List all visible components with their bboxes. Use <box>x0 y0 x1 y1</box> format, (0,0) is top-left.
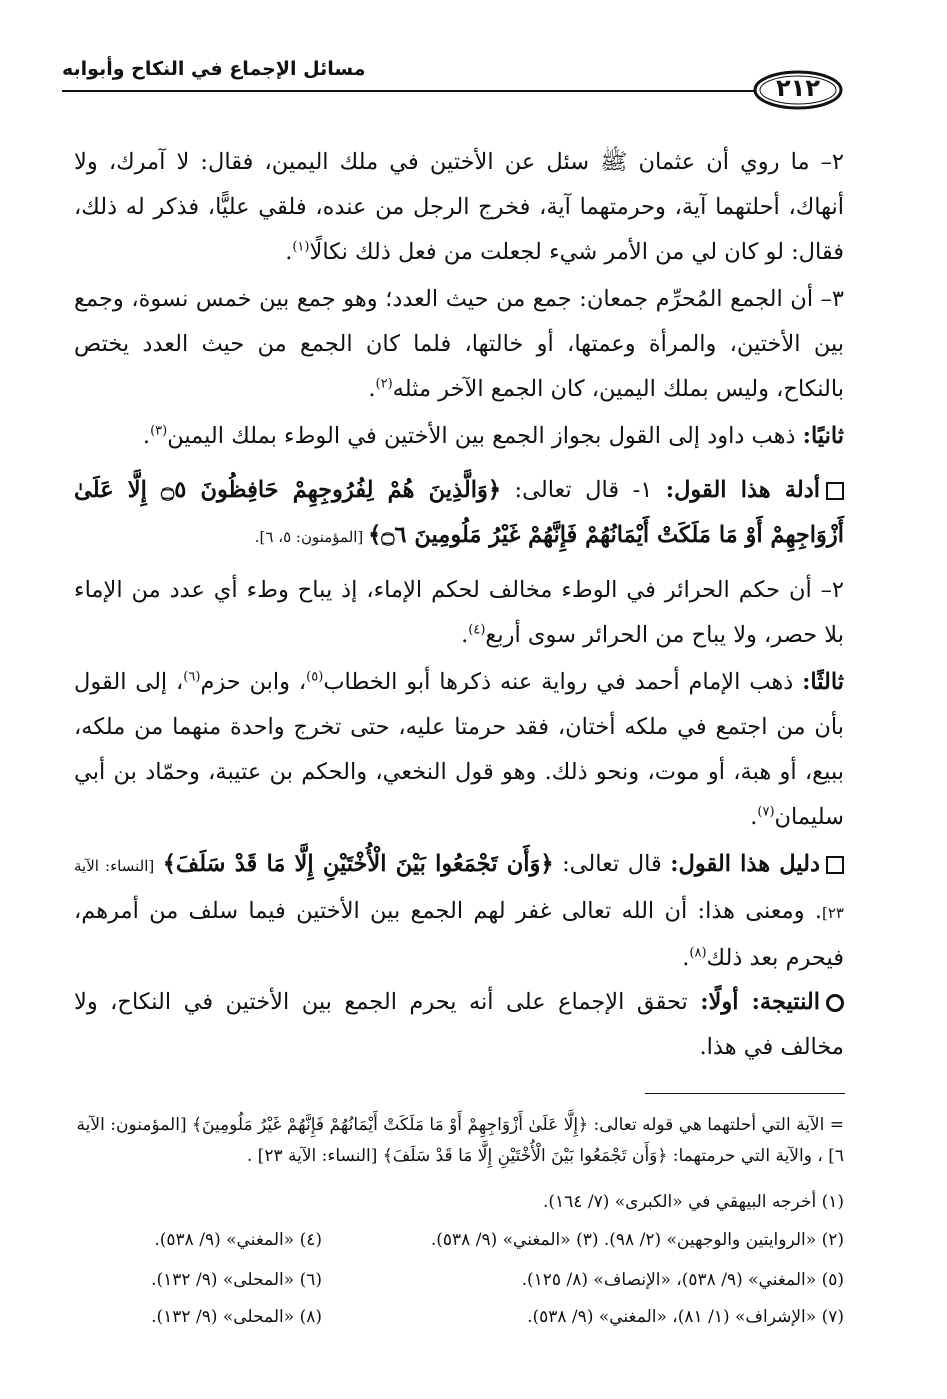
footnote-marker: (٨) <box>689 945 707 961</box>
paragraph-text: . ومعنى هذا: أن الله تعالى غفر لهم الجمع بين الأختين فيما سلف من أمرهم، فيحرم بعد ذلك <box>74 898 844 971</box>
footnote-marker: (٢) <box>375 376 393 392</box>
period: . <box>461 622 469 648</box>
footnote-5: (٥) «المغني» (٩/ ٥٣٨)، «الإنصاف» (٨/ ١٢٥). <box>521 1270 844 1290</box>
footnote-7: (٧) «الإشراف» (١/ ٨١)، «المغني» (٩/ ٥٣٨). <box>527 1307 844 1327</box>
paragraph-5 <box>74 568 844 658</box>
paragraph-1 <box>74 140 844 275</box>
section-lead: النتيجة: أولًا: <box>700 989 820 1015</box>
paragraph-text: ٢– ما روي أن عثمان ﷺ سئل عن الأختين في ملك اليمين، فقال: لا آمرك، ولا أنهاك، أحلتهما آية، وحرمتهما آية، فخرج الرجل من عنده، فلقي عليًّا، فذكر له ذلك، فقال: لو كان لي من الأمر شيء لجعلت من فعل ذلك نكالًا <box>74 149 844 265</box>
period: . <box>368 376 376 402</box>
footnote-8: (٨) «المحلى» (٩/ ١٣٢). <box>151 1307 322 1327</box>
paragraph-text: تحقق الإجماع على أنه يحرم الجمع بين الأختين في النكاح، ولا مخالف في هذا. <box>74 989 844 1060</box>
footnote-1 <box>74 1187 844 1218</box>
section-lead: أدلة هذا القول: <box>665 477 820 503</box>
footnote-marker: (٥) <box>306 669 324 685</box>
footnote-marker: (٤) <box>468 622 486 638</box>
footnote-text: = الآية التي أحلتهما هي قوله تعالى: ﴿إِلَّا عَلَىٰ أَزْوَاجِهِمْ أَوْ مَا مَلَكَتْ أَيْمَانُهُمْ فَإِنَّهُمْ غَيْرُ مَلُومِينَ﴾ [المؤمنون: الآية ٦] ، والآية التي حرمتهما: ﴿وَأَن تَجْمَعُوا بَيْنَ الْأُخْتَيْنِ إِلَّا مَا قَدْ سَلَفَ﴾ [النساء: الآية ٢٣] . <box>76 1115 844 1166</box>
paragraph-text: ذهب داود إلى القول بجواز الجمع بين الأختين في الوطء بملك اليمين <box>167 423 803 449</box>
quran-verse: ﴿وَأَن تَجْمَعُوا بَيْنَ الْأُخْتَيْنِ إِلَّا مَا قَدْ سَلَفَ﴾ <box>162 851 554 877</box>
square-bullet-icon <box>826 482 844 500</box>
footnote-marker: (١) <box>292 239 310 255</box>
footnote-text: (١) أخرجه البيهقي في «الكبرى» (٧/ ١٦٤). <box>542 1192 844 1212</box>
verse-reference: [المؤمنون: ٥، ٦]. <box>254 528 369 546</box>
paragraph-text: ذهب الإمام أحمد في رواية عنه ذكرها أبو الخطاب <box>323 669 803 695</box>
footnote-separator <box>645 1093 845 1094</box>
section-lead: دليل هذا القول: <box>670 851 820 877</box>
page-number: ٢١٢ <box>776 74 820 102</box>
footnote-6: (٦) «المحلى» (٩/ ١٣٢). <box>151 1270 322 1290</box>
section-lead: ثالثًا: <box>802 669 845 695</box>
paragraph-7 <box>74 842 844 981</box>
square-bullet-icon <box>826 856 844 874</box>
paragraph-text: ٣– أن الجمع المُحرِّم جمعان: جمع من حيث العدد؛ وهو جمع بين خمس نسوة، وجمع بين الأختين، والمرأة وعمتها، أو خالتها، فلما كان الجمع من حيث العدد يختص بالنكاح، وليس بملك اليمين، كان الجمع الآخر مثله <box>74 286 844 402</box>
footnote-marker: (٦) <box>183 669 201 685</box>
paragraph-2 <box>74 277 844 412</box>
paragraph-text: قال تعالى: <box>553 851 671 877</box>
paragraph-text: ، وابن حزم <box>200 669 307 695</box>
period: . <box>682 945 690 971</box>
section-lead: ثانيًا: <box>802 423 844 449</box>
running-title: مسائل الإجماع في النكاح وأبوابه <box>62 58 366 80</box>
period: . <box>750 804 758 830</box>
paragraph-6 <box>74 660 844 840</box>
paragraph-8 <box>74 980 844 1070</box>
paragraph-text: ١- قال تعالى: <box>501 477 666 503</box>
period: . <box>142 423 151 449</box>
footnote-2-3: (٢) «الروايتين والوجهين» (٢/ ٩٨). (٣) «المغني» (٩/ ٥٣٨). <box>430 1230 844 1250</box>
footnote-marker: (٣) <box>150 423 168 439</box>
header-rule <box>62 90 762 92</box>
page-number-badge <box>752 69 844 111</box>
verse-reference: [النساء: الآية ٢٣] <box>74 857 844 922</box>
period: . <box>285 239 293 265</box>
footnote-continued <box>74 1110 844 1172</box>
circle-bullet-icon <box>826 994 844 1012</box>
quran-verse: ﴿وَالَّذِينَ هُمْ لِفُرُوجِهِمْ حَافِظُونَ ۝٥ إِلَّا عَلَىٰ أَزْوَاجِهِمْ أَوْ مَا مَلَكَتْ أَيْمَانُهُمْ فَإِنَّهُمْ غَيْرُ مَلُومِينَ ۝٦﴾ <box>74 477 844 548</box>
paragraph-3 <box>74 414 844 459</box>
footnote-marker: (٧) <box>757 804 775 820</box>
paragraph-4 <box>74 468 844 560</box>
footnote-4: (٤) «المغني» (٩/ ٥٣٨). <box>154 1230 322 1250</box>
paragraph-text: ٢– أن حكم الحرائر في الوطء مخالف لحكم الإماء، إذ يباح وطء أي عدد من الإماء بلا حصر، ولا يباح من الحرائر سوى أربع <box>74 577 844 648</box>
paragraph-text: ، إلى القول بأن من اجتمع في ملكه أختان، فقد حرمتا عليه، حتى تخرج واحدة منهما من ملكه، ببيع، أو هبة، أو موت، ونحو ذلك. وهو قول النخعي، والحكم بن عتيبة، وحمّاد بن أبي سليمان <box>74 669 844 830</box>
